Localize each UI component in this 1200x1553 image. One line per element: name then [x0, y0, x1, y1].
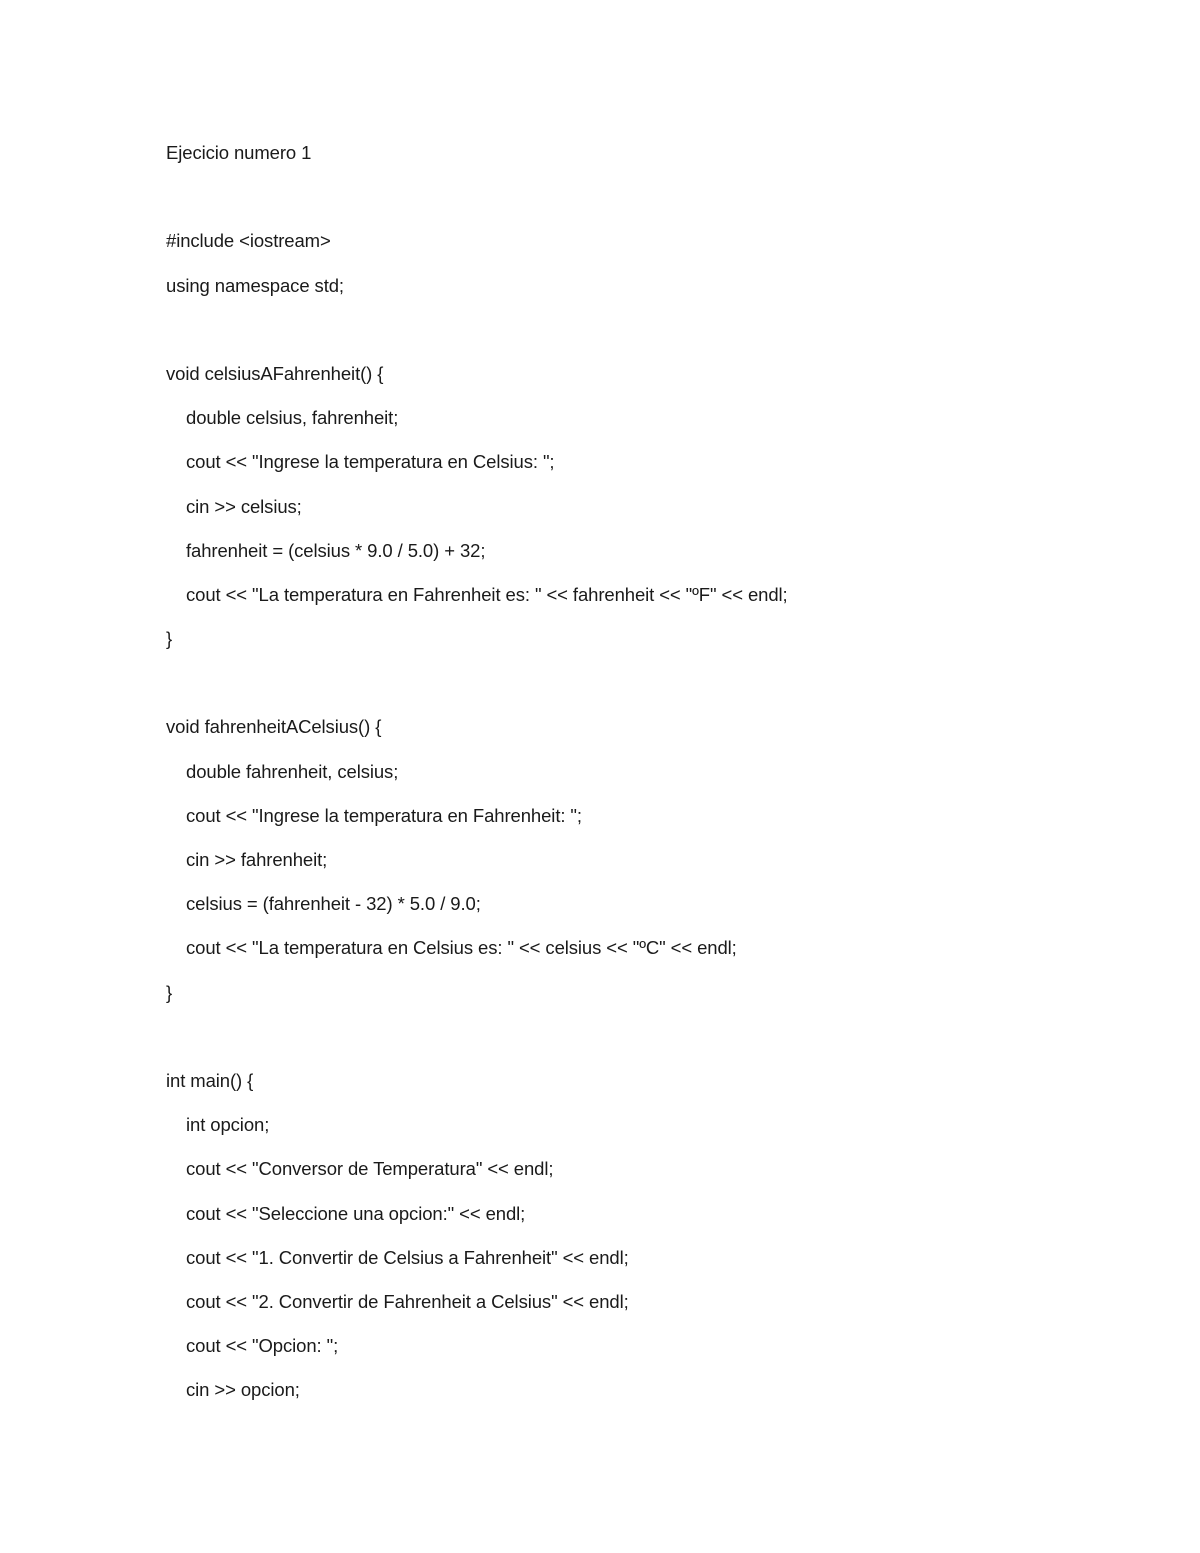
code-line: fahrenheit = (celsius * 9.0 / 5.0) + 32; [186, 539, 486, 561]
code-line: cin >> fahrenheit; [186, 849, 328, 870]
code-line: cout << "2. Convertir de Fahrenheit a Celsius" << endl; [186, 1290, 629, 1312]
blank-line [166, 1024, 1066, 1068]
code-line: cout << "Opcion: "; [186, 1335, 339, 1357]
code-line: cout << "La temperatura en Fahrenheit es: " << fahrenheit << "ºF" << endl; [186, 583, 788, 605]
code-line: celsius = (fahrenheit - 32) * 5.0 / 9.0; [186, 893, 481, 915]
code-line: cout << "Seleccione una opcion:" << endl; [186, 1202, 526, 1224]
code-line: cout << "La temperatura en Celsius es: " << celsius << "ºC" << endl; [186, 937, 737, 959]
blank-line [166, 670, 1066, 714]
code-line: } [166, 628, 173, 650]
blank-line [166, 317, 1066, 361]
code-line: #include <iostream> [166, 230, 331, 252]
code-line: double celsius, fahrenheit; [186, 407, 399, 429]
document-title: Ejecicio numero 1 [166, 142, 312, 163]
code-line: cin >> celsius; [186, 495, 302, 517]
code-line: } [166, 981, 173, 1003]
code-block [166, 228, 1066, 1421]
code-line: using namespace std; [166, 274, 344, 296]
code-line: cout << "Ingrese la temperatura en Celsius: "; [186, 451, 555, 473]
code-line: double fahrenheit, celsius; [186, 760, 399, 782]
code-line: void celsiusAFahrenheit() { [166, 362, 384, 384]
code-line: cout << "Conversor de Temperatura" << endl; [186, 1158, 554, 1180]
code-line: void fahrenheitACelsius() { [166, 716, 382, 738]
code-line: int opcion; [186, 1114, 270, 1136]
code-line: cout << "1. Convertir de Celsius a Fahrenheit" << endl; [186, 1246, 629, 1268]
code-line: cout << "Ingrese la temperatura en Fahrenheit: "; [186, 804, 582, 826]
code-line: cin >> opcion; [186, 1379, 300, 1401]
code-line: int main() { [166, 1069, 254, 1091]
document-body [166, 140, 1066, 1421]
blank-line [166, 184, 1066, 228]
